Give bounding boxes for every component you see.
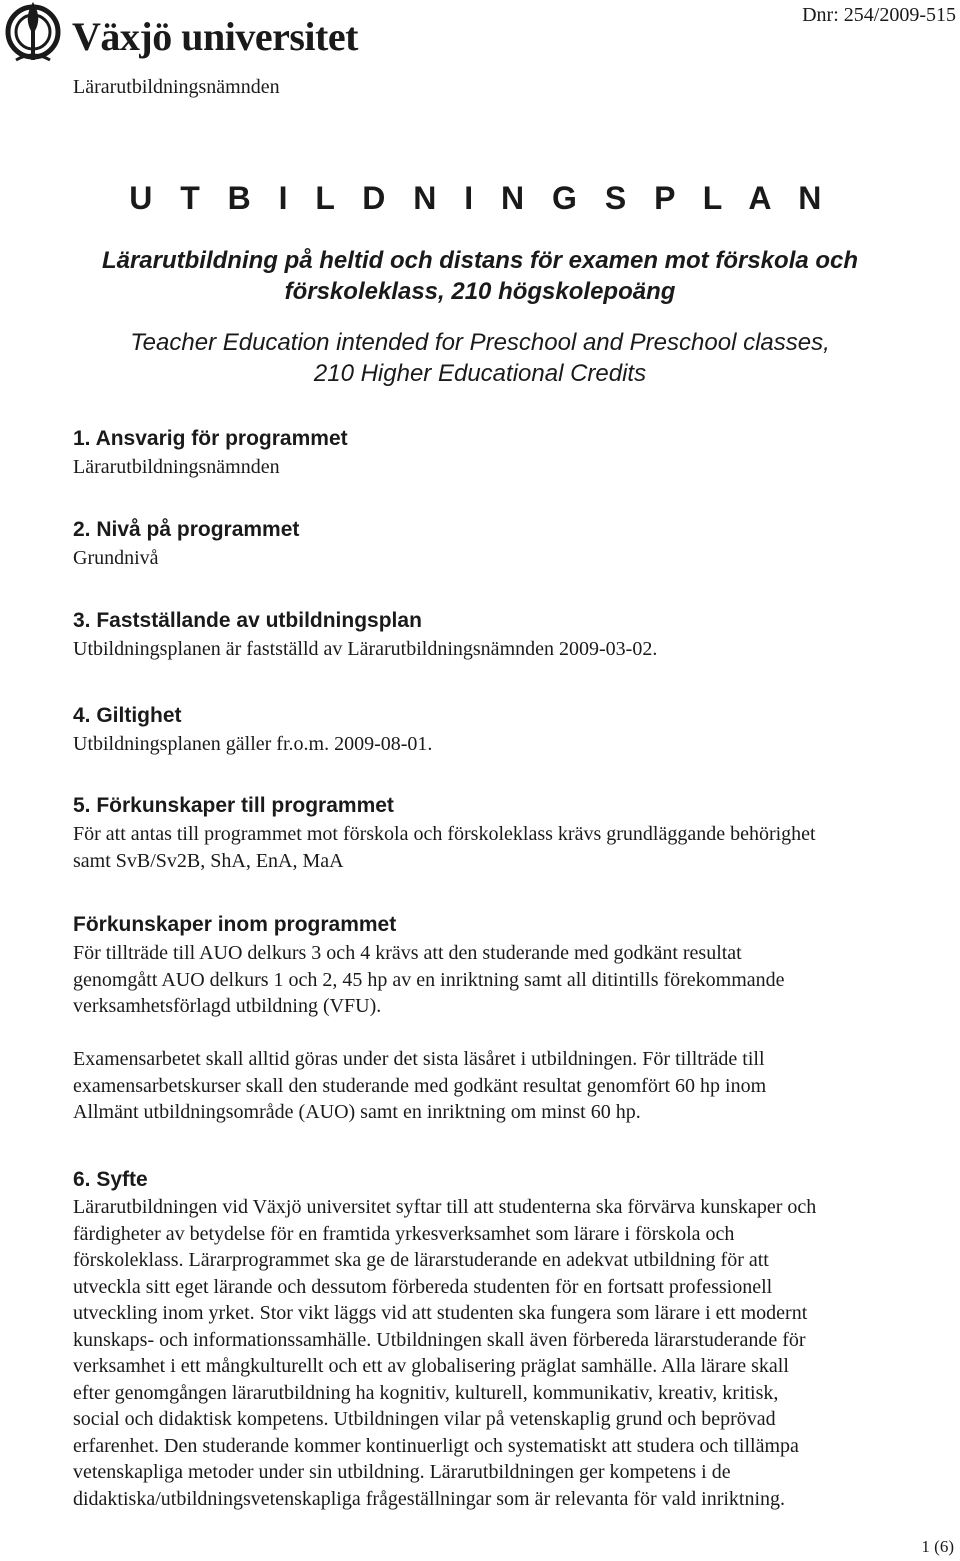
section-5-paragraph (73, 1046, 953, 1126)
text-line: Allmänt utbildningsområde (AUO) samt en inriktning om minst 60 hp. (73, 1101, 641, 1123)
document-title: U T B I L D N I N G S P L A N (129, 180, 831, 216)
text-line: verksamhetsförlagd utbildning (VFU). (73, 995, 382, 1017)
swedish-title-line: förskoleklass, 210 högskolepoäng (284, 278, 676, 305)
text-line: verksamhet i ett mångkulturellt och ett av globalisering präglat samhälle. Alla lärare skall (73, 1355, 789, 1377)
text-line: Examensarbetet skall alltid göras under det sista läsåret i utbildningen. För tillträde till (73, 1048, 765, 1070)
text-line: samt SvB/Sv2B, ShA, EnA, MaA (73, 849, 344, 872)
text-line: utveckling inom yrket. Stor vikt läggs vid att studenten ska fungera som lärare i ett modernt (73, 1302, 808, 1324)
department-name: Lärarutbildningsnämnden (73, 76, 280, 98)
swedish-title (0, 245, 960, 307)
document-number: Dnr: 254/2009-515 (802, 4, 956, 26)
section-4-body: Utbildningsplanen gäller fr.o.m. 2009-08-01. (73, 733, 433, 755)
section-5-subheading: Förkunskaper inom programmet (73, 913, 397, 936)
section-5-body (73, 821, 953, 874)
section-4-heading: 4. Giltighet (73, 704, 182, 727)
section-1-heading: 1. Ansvarig för programmet (73, 427, 348, 450)
section-6-body (73, 1194, 953, 1512)
english-title (0, 327, 960, 389)
section-3-body: Utbildningsplanen är fastställd av Lärarutbildningsnämnden 2009-03-02. (73, 638, 658, 660)
text-line: erfarenhet. Den studerande kommer kontinuerligt och systematiskt att studera och tillämpa (73, 1434, 799, 1457)
text-line: förskoleklass. Lärarprogrammet ska ge de lärarstuderande en adekvat utbildning för att (73, 1249, 769, 1271)
english-title-line: 210 Higher Educational Credits (313, 360, 647, 387)
swedish-title-line: Lärarutbildning på heltid och distans för examen mot förskola och (101, 247, 859, 274)
university-logo-text: Växjö universitet (72, 14, 358, 59)
text-line: kunskaps- och informationssamhälle. Utbildningen skall även förbereda lärarstuderande för (73, 1328, 806, 1351)
section-5-heading: 5. Förkunskaper till programmet (73, 794, 394, 817)
section-1-body: Lärarutbildningsnämnden (73, 456, 280, 478)
text-line: genomgått AUO delkurs 1 och 2, 45 hp av en inriktning samt all ditintills förekommande (73, 968, 785, 991)
text-line: färdigheter av betydelse för en framtida yrkesverksamhet som lärare i förskola och (73, 1222, 735, 1245)
section-5-sub-body (73, 940, 953, 1020)
text-line: utveckla sitt eget lärande och dessutom förbereda studenten för en fortsatt professionell (73, 1275, 773, 1298)
text-line: efter genomgången lärarutbildning ha kognitiv, kulturell, kommunikativ, kreativ, kritisk, (73, 1381, 779, 1404)
section-3-heading: 3. Fastställande av utbildningsplan (73, 609, 422, 632)
section-2-heading: 2. Nivå på programmet (73, 518, 300, 541)
university-logo-icon (4, 0, 62, 68)
text-line: vetenskapliga metoder under sin utbildning. Lärarutbildningen ger kompetens i de (73, 1461, 731, 1483)
text-line: social och didaktisk kompetens. Utbildningen vilar på vetenskaplig grund och beprövad (73, 1408, 776, 1430)
english-title-line: Teacher Education intended for Preschool and Preschool classes, (130, 329, 830, 356)
section-2-body: Grundnivå (73, 547, 159, 569)
page-number: 1 (6) (921, 1537, 954, 1556)
text-line: examensarbetskurser skall den studerande med godkänt resultat genomfört 60 hp inom (73, 1074, 767, 1097)
text-line: didaktiska/utbildningsvetenskapliga frågeställningar som är relevanta för vald inriktning. (73, 1487, 786, 1510)
text-line: För tillträde till AUO delkurs 3 och 4 krävs att den studerande med godkänt resultat (73, 942, 742, 964)
section-6-heading: 6. Syfte (73, 1168, 148, 1191)
text-line: Lärarutbildningen vid Växjö universitet syftar till att studenterna ska förvärva kunskaper och (73, 1196, 817, 1218)
text-line: För att antas till programmet mot förskola och förskoleklass krävs grundläggande behörighet (73, 823, 816, 845)
